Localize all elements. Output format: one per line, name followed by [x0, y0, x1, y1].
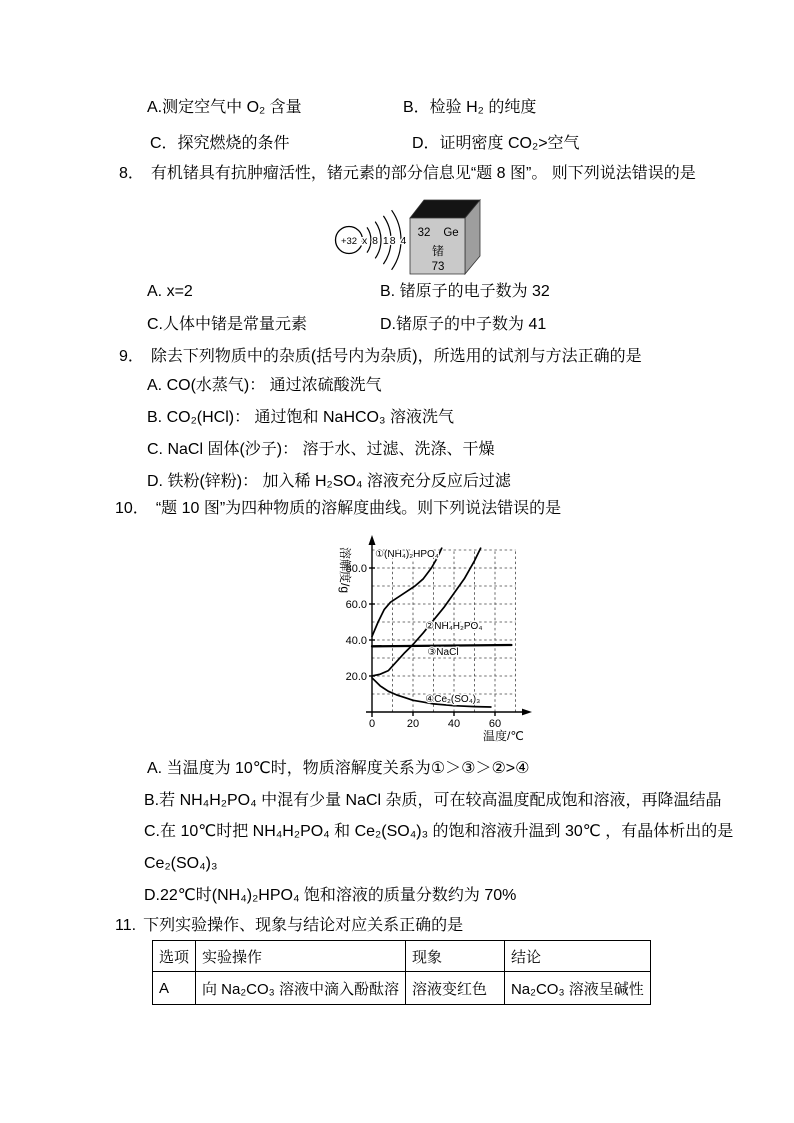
q9-stem: 除去下列物质中的杂质(括号内为杂质)，所选用的试剂与方法正确的是	[150, 348, 642, 365]
q7-option-b: B．检验 H₂ 的纯度	[403, 99, 537, 116]
q10-option-c: C.在 10℃时把 NH₄H₂PO₄ 和 Ce₂(SO₄)₃ 的饱和溶液升温到 30℃ ，有晶体析出的是	[144, 823, 734, 840]
q9-stem-line	[119, 348, 642, 366]
mass-number-label: 73	[431, 261, 445, 273]
atomic-number-label: 32	[417, 227, 431, 239]
q8-option-d: D.锗原子的中子数为 41	[380, 316, 547, 333]
q11-rowa-operation: 向 Na₂CO₃ 溶液中滴入酚酞溶	[196, 972, 406, 1005]
q8-option-c: C.人体中锗是常量元素	[147, 316, 308, 333]
curve-label-4: ④Ce₂(SO₄)₃	[425, 694, 481, 705]
y-tick-label: 60.0	[345, 599, 367, 611]
y-axis-title: 溶解度/g	[338, 547, 352, 594]
q11-header-conclusion: 结论	[504, 941, 650, 972]
q11-rowa-phenomenon: 溶液变红色	[405, 972, 504, 1005]
q11-stem-line	[115, 917, 463, 935]
y-tick-label: 40.0	[345, 635, 367, 647]
q11-table	[152, 940, 651, 1005]
q9-number: 9．	[119, 348, 144, 365]
q8-option-b: B. 锗原子的电子数为 32	[380, 283, 550, 300]
q11-header-option: 选项	[153, 941, 196, 972]
q10-option-a: A. 当温度为 10℃时，物质溶解度关系为①＞③＞②>④	[147, 760, 530, 777]
q10-number: 10．	[115, 500, 149, 517]
curve-3	[372, 645, 511, 646]
curve-2	[372, 548, 481, 676]
x-tick-label: 40	[447, 718, 461, 730]
q10-option-b: B.若 NH₄H₂PO₄ 中混有少量 NaCl 杂质，可在较高温度配成饱和溶液，再降温结晶	[144, 792, 722, 809]
shell-electron-counts: x 8 18 4	[362, 235, 408, 247]
q8-number: 8．	[119, 165, 144, 182]
q9-option-a: A. CO(水蒸气)： 通过浓硫酸洗气	[147, 377, 382, 394]
q11-header-phenomenon: 现象	[405, 941, 504, 972]
q9-option-d: D. 铁粉(锌粉)： 加入稀 H₂SO₄ 溶液充分反应后过滤	[147, 473, 511, 490]
element-symbol-label: Ge	[443, 227, 459, 239]
q8-stem: 有机锗具有抗肿瘤活性，锗元素的部分信息见“题 8 图”。 则下列说法错误的是	[150, 165, 696, 182]
y-tick-label: 80.0	[345, 563, 367, 575]
x-tick-label: 60	[488, 718, 502, 730]
q11-table-header-row	[153, 941, 651, 972]
x-axis-title: 温度/℃	[483, 729, 524, 743]
q11-header-operation: 实验操作	[196, 941, 406, 972]
x-tick-label: 20	[406, 718, 420, 730]
element-name-label: 锗	[431, 244, 445, 258]
q10-stem-line	[115, 500, 561, 518]
curve-label-3: ③NaCl	[427, 647, 459, 659]
q7-option-a: A.测定空气中 O₂ 含量	[147, 99, 302, 116]
q11-stem: 下列实验操作、现象与结论对应关系正确的是	[143, 917, 464, 934]
q8-option-a: A. x=2	[147, 283, 193, 300]
q8-stem-line	[119, 165, 696, 183]
y-axis-arrow	[369, 535, 376, 545]
q10-option-c-continuation: Ce₂(SO₄)₃	[144, 855, 218, 872]
curve-label-2: ②NH₄H₂PO₄	[425, 621, 483, 633]
x-axis-arrow	[522, 709, 532, 716]
curve-label-1: ①(NH₄)₂HPO₄	[375, 549, 439, 561]
q7-option-c: C．探究燃烧的条件	[150, 135, 290, 152]
q11-table-row-a	[153, 972, 651, 1005]
q9-option-b: B. CO₂(HCl)： 通过饱和 NaHCO₃ 溶液洗气	[147, 409, 454, 426]
q11-rowa-conclusion: Na₂CO₃ 溶液呈碱性	[504, 972, 650, 1005]
germanium-figure	[318, 192, 500, 288]
nucleus-charge-label: +32	[340, 236, 358, 247]
q7-option-d: D．证明密度 CO₂>空气	[412, 135, 580, 152]
x-tick-label: 0	[368, 718, 376, 730]
q10-stem: “题 10 图”为四种物质的溶解度曲线。则下列说法错误的是	[155, 500, 562, 517]
y-tick-label: 20.0	[345, 671, 367, 683]
q9-option-c: C. NaCl 固体(沙子)： 溶于水、过滤、洗涤、干燥	[147, 441, 495, 458]
q10-option-d: D.22℃时(NH₄)₂HPO₄ 饱和溶液的质量分数约为 70%	[144, 887, 517, 904]
q11-rowa-option: A	[153, 972, 196, 1005]
q11-number: 11.	[115, 917, 137, 934]
solubility-chart	[325, 533, 575, 758]
